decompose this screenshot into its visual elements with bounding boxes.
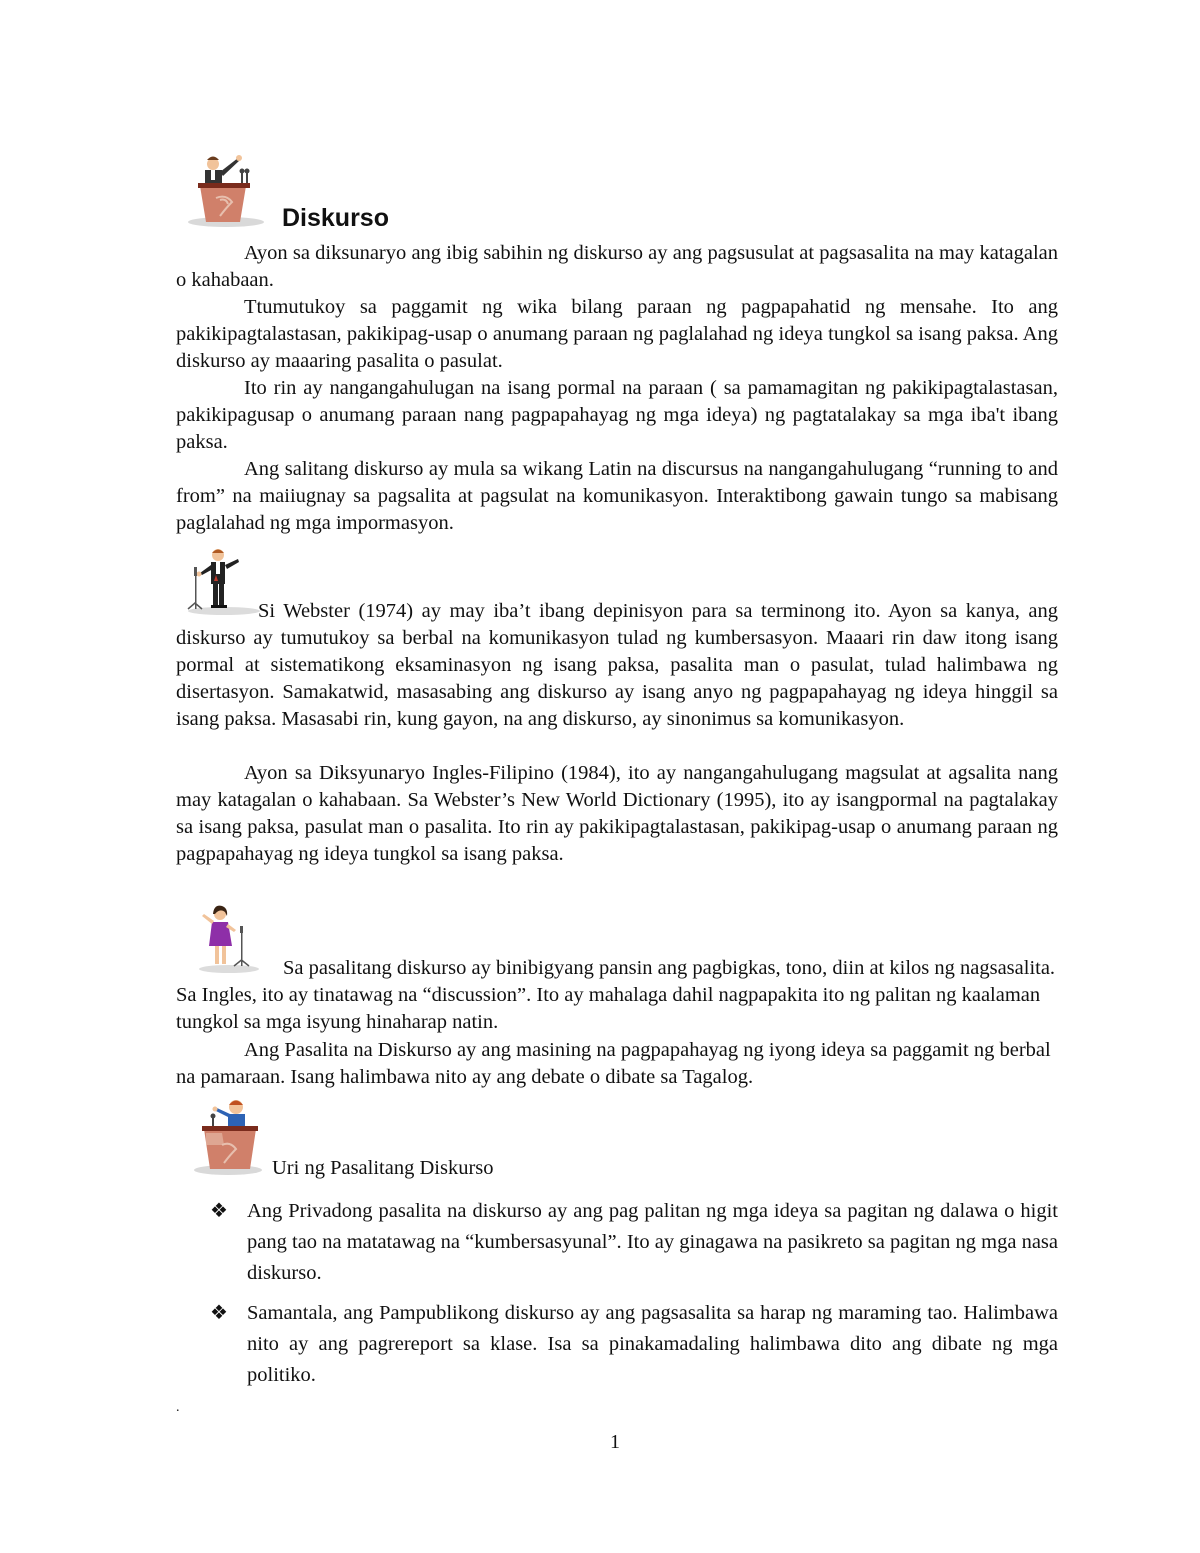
paragraph-4: Ang salitang diskurso ay mula sa wikang Latin na discursus na nangangahulugang “running to and from” na maiiugnay sa pagsalita at pagsulat na komunikasyon. Interaktibong gawain tungo sa mabisang paglalahad ng mga impormasyon. [176, 458, 1058, 534]
paragraph-7: Sa pasalitang diskurso ay binibigyang pansin ang pagbigkas, tono, diin at kilos ng nagsasalita. Sa Ingles, ito ay tinatawag na “discussion”. Ito ay mahalaga dahil nagpapakita ito ng palitan ng kaalaman tungkol sa mga isyung hinaharap natin. [176, 957, 1056, 1033]
paragraph-6: Ayon sa Diksyunaryo Ingles-Filipino (1984), ito ay nangangahulugang magsulat at agsalita nang may katagalan o kahabaan. Sa Webster’s New World Dictionary (1995), ito ay isangpormal na pagtalakay sa isang paksa, pasulat man o pasalita. Ito rin ay pakikipagtalastasan, pakikipag-usap o anumang paraan ng pagpapahayag ng ideya tungkol sa isang paksa. [176, 762, 1058, 865]
paragraph-3: Ito rin ay nangangahulugan na isang pormal na paraan ( sa pamamagitan ng pakikipagtalastasan, pakikipagusap o anumang paraan nang pagpapahayag ng mga ideya) ng pagtatalakay sa mga iba't ibang paksa. [176, 377, 1058, 453]
page-number: 1 [610, 1431, 620, 1453]
document-title: Diskurso [282, 204, 389, 232]
bullet-item-2: Samantala, ang Pampublikong diskurso ay ang pagsasalita sa harap ng maraming tao. Halimbawa nito ay ang pagrereport sa klase. Isa sa pinakamadaling halimbawa dito ang dibate ng mga politiko. [247, 1302, 1058, 1386]
bullet-marker-icon: ❖ [210, 1302, 228, 1324]
paragraph-8: Ang Pasalita na Diskurso ay ang masining na pagpapahayag ng iyong ideya sa paggamit ng berbal na pamaraan. Isang halimbawa nito ay ang debate o dibate sa Tagalog. [176, 1039, 1051, 1088]
speaker-at-podium-icon-2 [192, 1095, 266, 1177]
paragraph-5: Si Webster (1974) ay may iba’t ibang depinisyon para sa terminong ito. Ayon sa kanya, ang diskurso ay tumutukoy sa berbal na komunikasyon tulad ng kumbersasyon. Maaari rin daw itong isang pormal at sistematikong eksaminasyon ng isang paksa, pasalita man o pasulat, tulad halimbawa ng disertasyon. Samakatwid, masasabing ang diskurso ay isang anyo ng pagpapahayag ng ideya hinggil sa isang paksa. Masasabi rin, kung gayon, na ang diskurso, ay sinonimus sa komunikasyon. [176, 600, 1058, 730]
bullet-marker-icon: ❖ [210, 1200, 228, 1222]
paragraph-2: Ttumutukoy sa paggamit ng wika bilang paraan ng pagpapahatid ng mensahe. Ito ang pakikipagtalastasan, pakikipag-usap o anumang paraan ng paglalahad ng ideya tungkol sa isang paksa. Ang diskurso ay maaaring pasalita o pasulat. [176, 296, 1058, 372]
speaker-at-podium-icon [186, 150, 266, 230]
bullet-item-1: Ang Privadong pasalita na diskurso ay ang pag palitan ng mga ideya sa pagitan ng dalawa o higit pang tao na matatawag na “kumbersasyunal”. Ito ay ginagawa na pasikreto sa pagitan ng mga nasa diskurso. [247, 1200, 1058, 1284]
paragraph-1: Ayon sa diksunaryo ang ibig sabihin ng diskurso ay ang pagsusulat at pagsasalita na may katagalan o kahabaan. [176, 242, 1058, 291]
stray-mark: . [176, 1400, 180, 1415]
subheading: Uri ng Pasalitang Diskurso [272, 1157, 494, 1179]
